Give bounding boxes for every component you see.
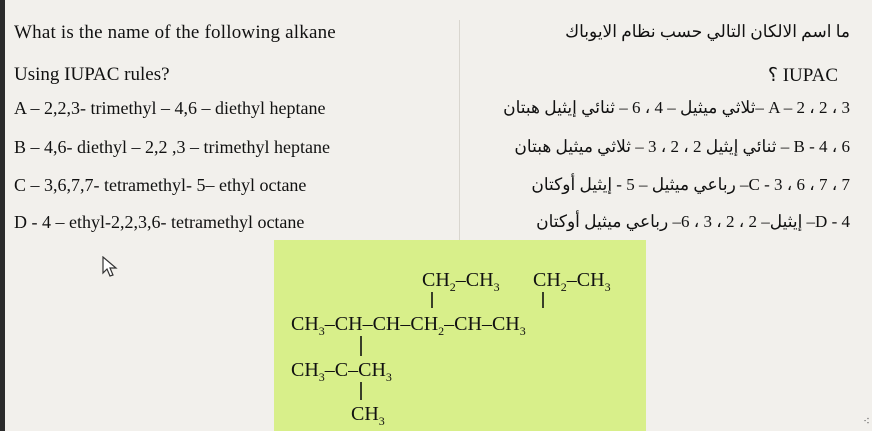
column-divider [459, 20, 460, 262]
corner-mark: ⁖ [862, 414, 870, 428]
option-a-arabic[interactable]: A – 2 ، 2 ، 3 –ثلاثي ميثيل – 4 ، 6 – ثنائي إيثيل هبتان [503, 98, 850, 117]
iupac-prompt-arabic: ؟ IUPAC [767, 65, 838, 86]
mouse-pointer-icon [102, 256, 118, 278]
option-b-arabic[interactable]: B - 4 ، 6 – ثنائي إيثيل 2 ، 2 ، 3 – ثلاثي ميثيل هبتان [514, 137, 850, 156]
structural-formula [274, 240, 646, 431]
iupac-prompt-english: Using IUPAC rules? [14, 64, 170, 85]
option-a-english[interactable]: A – 2,2,3- trimethyl – 4,6 – diethyl heptane [14, 98, 326, 118]
option-b-english[interactable]: B – 4,6- diethyl – 2,2 ,3 – trimethyl heptane [14, 137, 330, 157]
option-d-english[interactable]: D - 4 – ethyl-2,2,3,6- tetramethyl octane [14, 212, 305, 232]
formula-row1-ch2-right: $CH_2-CH_3$ [533, 269, 611, 294]
formula-row2-main-chain: $CH_3-CH-CH-CH_2-CH-CH_3$ [291, 313, 526, 338]
question-english: What is the name of the following alkane [14, 22, 336, 43]
option-c-arabic[interactable]: C - 3 ، 6 ، 7 ، 7– رباعي ميثيل – 5 - إيثيل أوكتان [531, 175, 850, 194]
option-c-english[interactable]: C – 3,6,7,7- tetramethyl- 5– ethyl octane [14, 175, 307, 195]
question-arabic: ما اسم الالكان التالي حسب نظام الايوباك [565, 22, 850, 41]
formula-row3-quaternary: $CH_3-C-CH_3$ [291, 359, 392, 384]
formula-row4-methyl: $CH_3$ [351, 403, 385, 428]
formula-row1-ch2-left: $CH_2-CH_3$ [422, 269, 500, 294]
option-d-arabic[interactable]: D - 4– إيثيل– 2 ، 2 ، 3 ، 6– رباعي ميثيل أوكتان [536, 212, 850, 231]
left-edge-bar [0, 0, 5, 431]
